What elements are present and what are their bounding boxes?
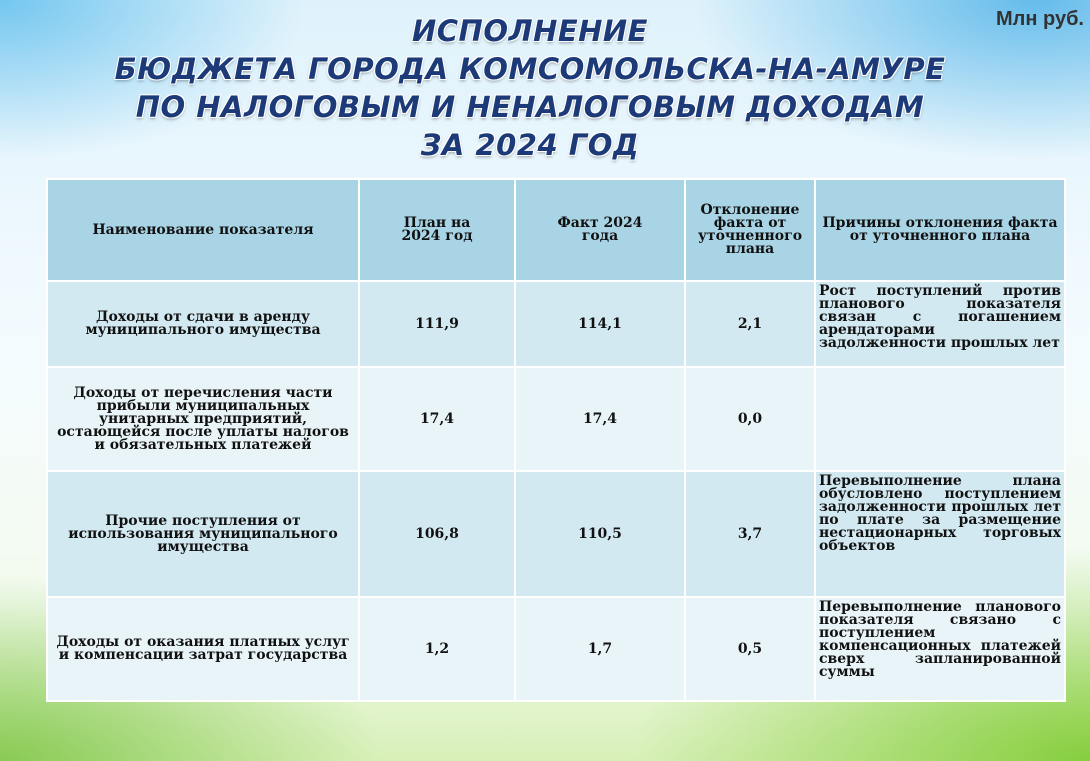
- header-plan: План на 2024 год: [359, 179, 515, 281]
- row-reason: Перевыполнение планового показателя связано с поступлением компенсационных платежей сверх запланированной суммы: [815, 597, 1065, 701]
- page-title: [60, 12, 1000, 164]
- row-name: Доходы от сдачи в аренду муниципального имущества: [47, 281, 359, 367]
- row-deviation: 3,7: [685, 471, 815, 597]
- row-name: Доходы от оказания платных услуг и компенсации затрат государства: [47, 597, 359, 701]
- title-line-2: БЮДЖЕТА ГОРОДА КОМСОМОЛЬСКА-НА-АМУРЕ: [114, 52, 946, 86]
- row-deviation: 0,5: [685, 597, 815, 701]
- row-reason: Перевыполнение плана обусловлено поступлением задолженности прошлых лет по плате за размещение нестационарных торговых объектов: [815, 471, 1065, 597]
- title-line-3: ПО НАЛОГОВЫМ И НЕНАЛОГОВЫМ ДОХОДАМ: [135, 90, 925, 124]
- table-header-row: [47, 179, 1065, 281]
- row-fact: 17,4: [515, 367, 685, 471]
- title-line-4: ЗА 2024 ГОД: [420, 128, 640, 162]
- table-row: [47, 367, 1065, 471]
- table-row: [47, 471, 1065, 597]
- row-fact: 110,5: [515, 471, 685, 597]
- budget-table: [46, 178, 1066, 702]
- header-reason: Причины отклонения факта от уточненного плана: [815, 179, 1065, 281]
- row-name: Доходы от перечисления части прибыли муниципальных унитарных предприятий, остающейся после уплаты налогов и обязательных платежей: [47, 367, 359, 471]
- row-deviation: 2,1: [685, 281, 815, 367]
- table-row: [47, 281, 1065, 367]
- row-deviation: 0,0: [685, 367, 815, 471]
- header-fact: Факт 2024 года: [515, 179, 685, 281]
- title-line-1: ИСПОЛНЕНИЕ: [412, 14, 648, 48]
- row-reason: [815, 367, 1065, 471]
- units-label: Млн руб.: [996, 8, 1084, 30]
- row-name: Прочие поступления от использования муниципального имущества: [47, 471, 359, 597]
- row-fact: 114,1: [515, 281, 685, 367]
- header-name: Наименование показателя: [47, 179, 359, 281]
- row-reason: Рост поступлений против планового показателя связан с погашением арендаторами задолженности прошлых лет: [815, 281, 1065, 367]
- row-plan: 1,2: [359, 597, 515, 701]
- row-plan: 17,4: [359, 367, 515, 471]
- table-row: [47, 597, 1065, 701]
- row-plan: 111,9: [359, 281, 515, 367]
- row-fact: 1,7: [515, 597, 685, 701]
- row-plan: 106,8: [359, 471, 515, 597]
- header-deviation: Отклонение факта от уточненного плана: [685, 179, 815, 281]
